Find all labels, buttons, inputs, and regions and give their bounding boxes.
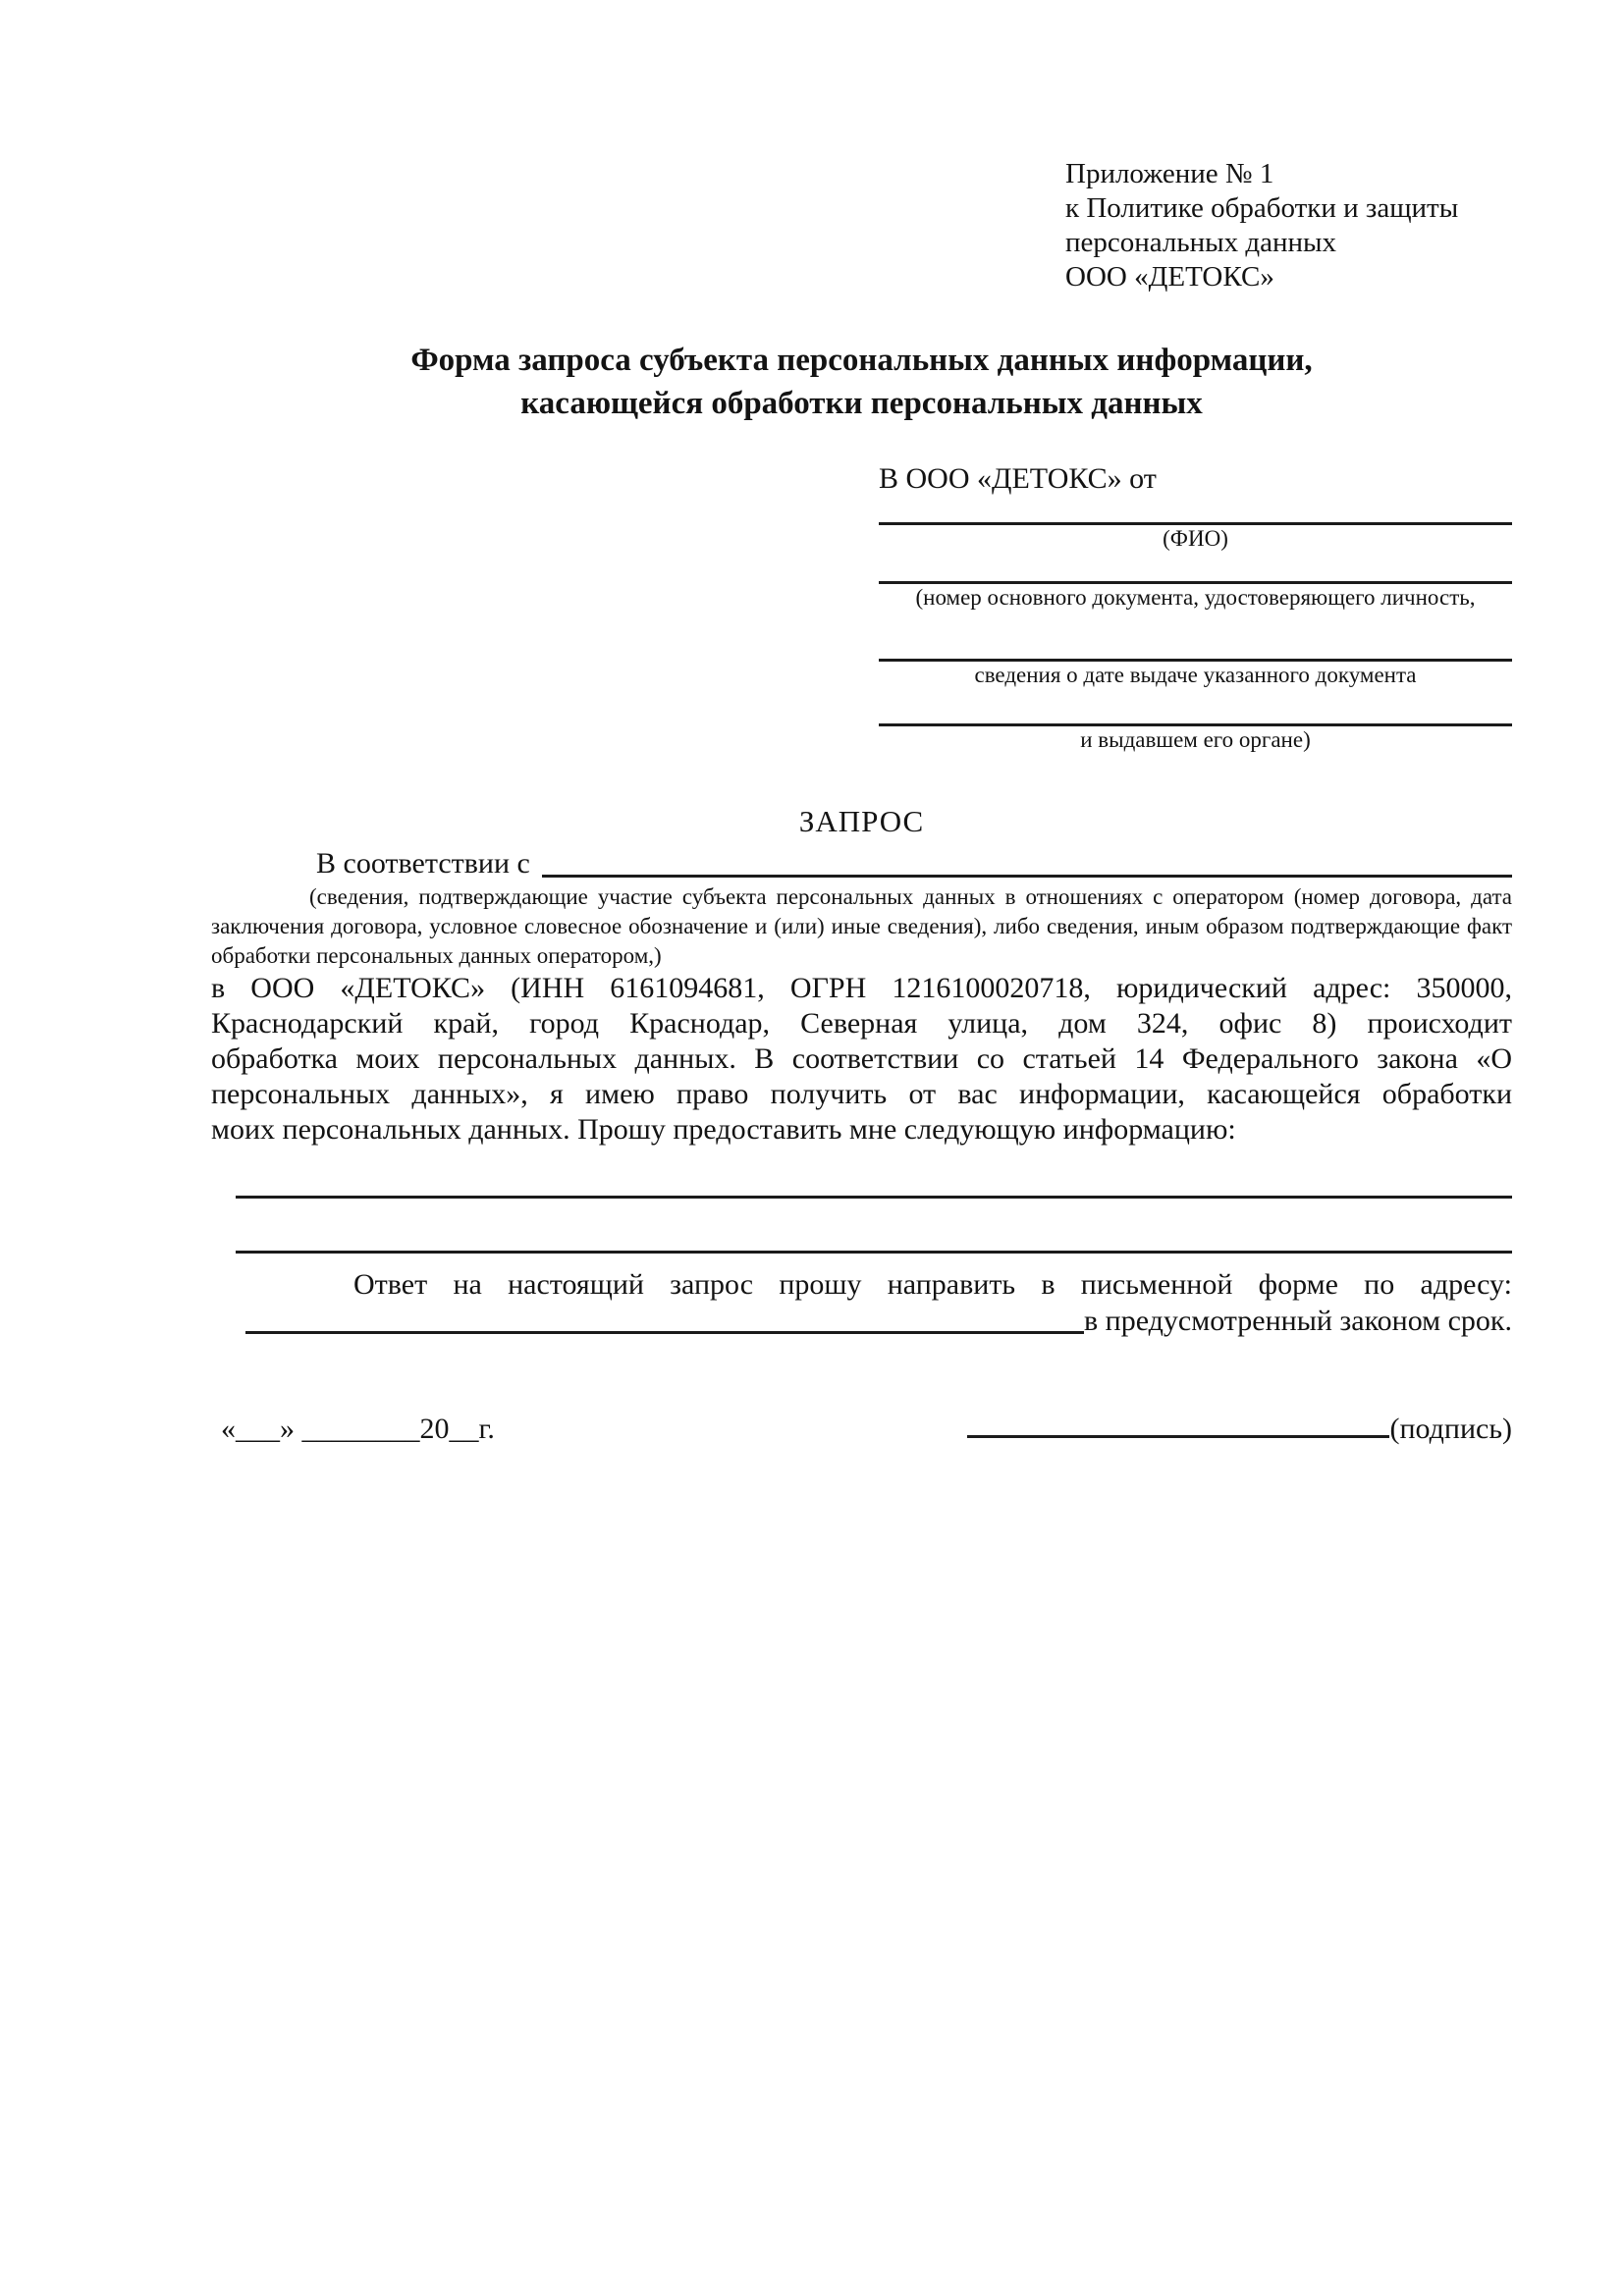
body-line-5: моих персональных данных. Прошу предоставить мне следующую информацию: <box>211 1113 1236 1146</box>
addressee-block <box>879 460 1512 754</box>
appendix-line: к Политике обработки и защиты <box>1065 192 1459 224</box>
signature-label: (подпись) <box>1389 1413 1512 1445</box>
appendix-note <box>1065 157 1512 294</box>
footnote-line-2: заключения договора, условное словесное обозначение и (или) иные сведения), либо сведения, иным образом подтверждающие факт <box>211 914 1512 938</box>
document-title <box>211 339 1512 425</box>
requested-info-blank-line-2 <box>236 1251 1512 1254</box>
appendix-line: персональных данных <box>1065 227 1337 258</box>
accordance-line <box>211 845 1512 882</box>
document-title-line-1: Форма запроса субъекта персональных данных информации, <box>410 343 1313 378</box>
answer-request-line: Ответ на настоящий запрос прошу направить в письменной форме по адресу: <box>353 1268 1512 1301</box>
accordance-blank-line <box>542 845 1512 878</box>
issue-date-caption: сведения о дате выдаче указанного документа <box>974 663 1417 687</box>
signature-blank-line <box>967 1408 1389 1438</box>
paragraph-indent <box>211 845 316 882</box>
fio-blank-line <box>879 498 1512 525</box>
appendix-line: Приложение № 1 <box>1065 158 1274 189</box>
appendix-line: ООО «ДЕТОКС» <box>1065 261 1274 293</box>
fio-caption: (ФИО) <box>1163 526 1228 551</box>
issuing-authority-caption: и выдавшем его органе) <box>1080 727 1311 752</box>
body-line-1: в ООО «ДЕТОКС» (ИНН 6161094681, ОГРН 1216100020718, юридический адрес: 350000, <box>211 972 1512 1004</box>
date-blank: «___» ________20__г. <box>221 1413 495 1445</box>
body-line-4: персональных данных», я имею право получить от вас информации, касающейся обработки <box>211 1078 1512 1110</box>
request-heading: ЗАПРОС <box>798 804 925 838</box>
issuing-authority-blank-line <box>879 689 1512 726</box>
request-body-paragraph <box>211 971 1512 1148</box>
signature-row <box>211 1408 1512 1448</box>
signature-group <box>967 1408 1512 1448</box>
answer-tail-text: в предусмотренный законом срок. <box>1084 1305 1512 1337</box>
requested-info-blank-line-1 <box>236 1196 1512 1199</box>
footnote-line-3: обработки персональных данных оператором,) <box>211 943 662 968</box>
document-title-line-2: касающейся обработки персональных данных <box>520 386 1203 421</box>
footnote-block <box>211 882 1512 971</box>
accordance-label: В соответствии с <box>316 847 530 880</box>
footnote-line-1: (сведения, подтверждающие участие субъекта персональных данных в отношениях с оператором (номер договора, дата <box>309 884 1512 909</box>
fio-field <box>879 498 1512 553</box>
document-number-field <box>879 553 1512 612</box>
addressee-to-line: В ООО «ДЕТОКС» от <box>879 462 1157 495</box>
document-number-blank-line <box>879 553 1512 584</box>
body-line-3: обработка моих персональных данных. В соответствии со статьей 14 Федерального закона «О <box>211 1042 1512 1075</box>
issuing-authority-field <box>879 689 1512 754</box>
body-line-2: Краснодарский край, город Краснодар, Северная улица, дом 324, офис 8) происходит <box>211 1007 1512 1040</box>
document-number-caption: (номер основного документа, удостоверяющего личность, <box>915 585 1476 610</box>
issue-date-field <box>879 612 1512 689</box>
issue-date-blank-line <box>879 612 1512 662</box>
answer-address-line <box>211 1303 1512 1339</box>
address-blank-line <box>245 1303 1084 1334</box>
